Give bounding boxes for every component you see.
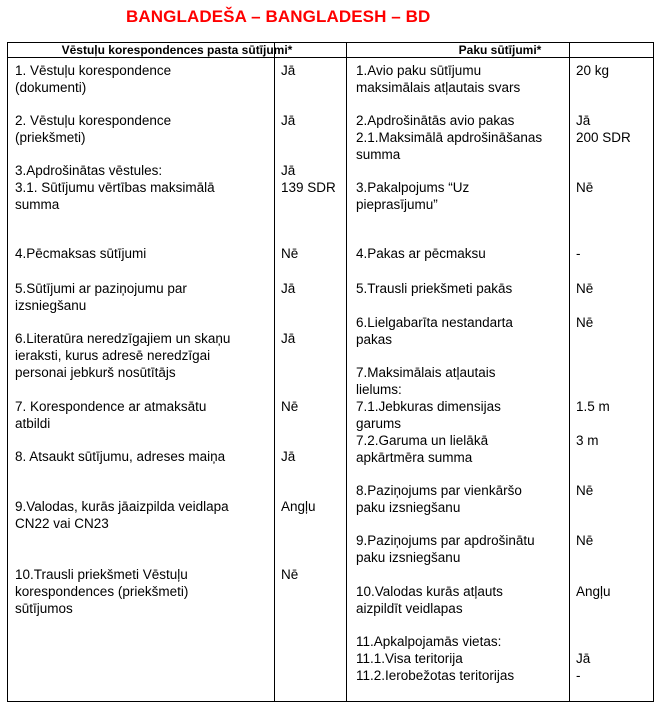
letter-item-label: 7. Korespondence ar atmaksātu atbildi <box>15 399 207 431</box>
letter-item-label: 1. Vēstuļu korespondence (dokumenti) <box>15 63 172 95</box>
letter-item-label: 2. Vēstuļu korespondence (priekšmeti) <box>15 113 172 145</box>
page-title: BANGLADEŠA – BANGLADESH – BD <box>126 7 431 26</box>
letter-item-value: Nē <box>281 399 299 414</box>
letter-item-value: Angļu <box>281 499 316 514</box>
parcel-item-value: Nē <box>576 315 594 330</box>
parcel-item-value: Jā - <box>576 651 591 683</box>
letter-item-value: Jā <box>281 449 296 464</box>
letter-item-value: Jā <box>281 113 296 128</box>
parcel-item-label: 5.Trausli priekšmeti pakās <box>356 281 513 296</box>
parcel-item-label: 1.Avio paku sūtījumu maksimālais atļautais svars <box>356 63 521 95</box>
letter-item-value: Jā <box>281 281 296 296</box>
letter-item-label: 9.Valodas, kurās jāaizpilda veidlapa CN22 vai CN23 <box>15 499 229 531</box>
parcel-item-value: Nē <box>576 533 594 548</box>
parcel-item-value: Angļu <box>576 584 611 599</box>
letter-item-value: Nē <box>281 567 299 582</box>
letter-item-value: Jā <box>281 331 296 346</box>
letter-item-label: 5.Sūtījumi ar paziņojumu par izsniegšanu <box>15 281 187 313</box>
letter-item-label: 8. Atsaukt sūtījumu, adreses maiņa <box>15 449 226 464</box>
letter-item-label: 6.Literatūra neredzīgajiem un skaņu ieraksti, kurus adresē neredzīgai personai jebkurš nosūtītājs <box>15 331 231 380</box>
parcel-item-value: Nē <box>576 180 594 195</box>
letter-services-header: Vēstuļu korespondences pasta sūtījumi* <box>61 43 293 57</box>
letter-item-value: Nē <box>281 246 299 261</box>
parcel-value-divider <box>569 42 570 702</box>
column-group-divider <box>346 42 347 702</box>
letter-item-value: Jā <box>281 63 296 78</box>
parcel-item-value: 1.5 m 3 m <box>576 399 610 448</box>
letter-item-value: Jā 139 SDR <box>281 163 336 195</box>
header-divider <box>7 57 654 58</box>
parcel-item-value: - <box>576 246 581 261</box>
parcel-item-label: 8.Paziņojums par vienkāršo paku izsniegšanu <box>356 483 522 515</box>
parcel-item-label: 10.Valodas kurās atļauts aizpildīt veidlapas <box>356 584 503 616</box>
parcel-item-value: Jā 200 SDR <box>576 113 631 145</box>
letter-item-label: 4.Pēcmaksas sūtījumi <box>15 246 147 261</box>
parcel-item-label: 4.Pakas ar pēcmaksu <box>356 246 486 261</box>
parcel-item-label: 7.Maksimālais atļautais lielums: 7.1.Jebkuras dimensijas garums 7.2.Garuma un lielākā apkārtmēra summa <box>356 365 501 465</box>
parcel-services-header: Paku sūtījumi* <box>458 43 542 57</box>
parcel-item-label: 6.Lielgabarīta nestandarta pakas <box>356 315 513 347</box>
parcel-item-value: 20 kg <box>576 63 610 78</box>
parcel-item-label: 3.Pakalpojums “Uz pieprasījumu” <box>356 180 470 212</box>
letter-item-label: 3.Apdrošinātas vēstules: 3.1. Sūtījumu vērtības maksimālā summa <box>15 163 215 212</box>
parcel-item-label: 2.Apdrošinātās avio pakas 2.1.Maksimālā apdrošināšanas summa <box>356 113 543 162</box>
letter-item-label: 10.Trausli priekšmeti Vēstuļu korespondences (priekšmeti) sūtījumos <box>15 567 189 616</box>
parcel-item-value: Nē <box>576 281 594 296</box>
parcel-item-label: 11.Apkalpojamās vietas: 11.1.Visa teritorija 11.2.Ierobežotas teritorijas <box>356 634 515 683</box>
letter-value-divider <box>274 42 275 702</box>
parcel-item-label: 9.Paziņojums par apdrošinātu paku izsniegšanu <box>356 533 535 565</box>
parcel-item-value: Nē <box>576 483 594 498</box>
